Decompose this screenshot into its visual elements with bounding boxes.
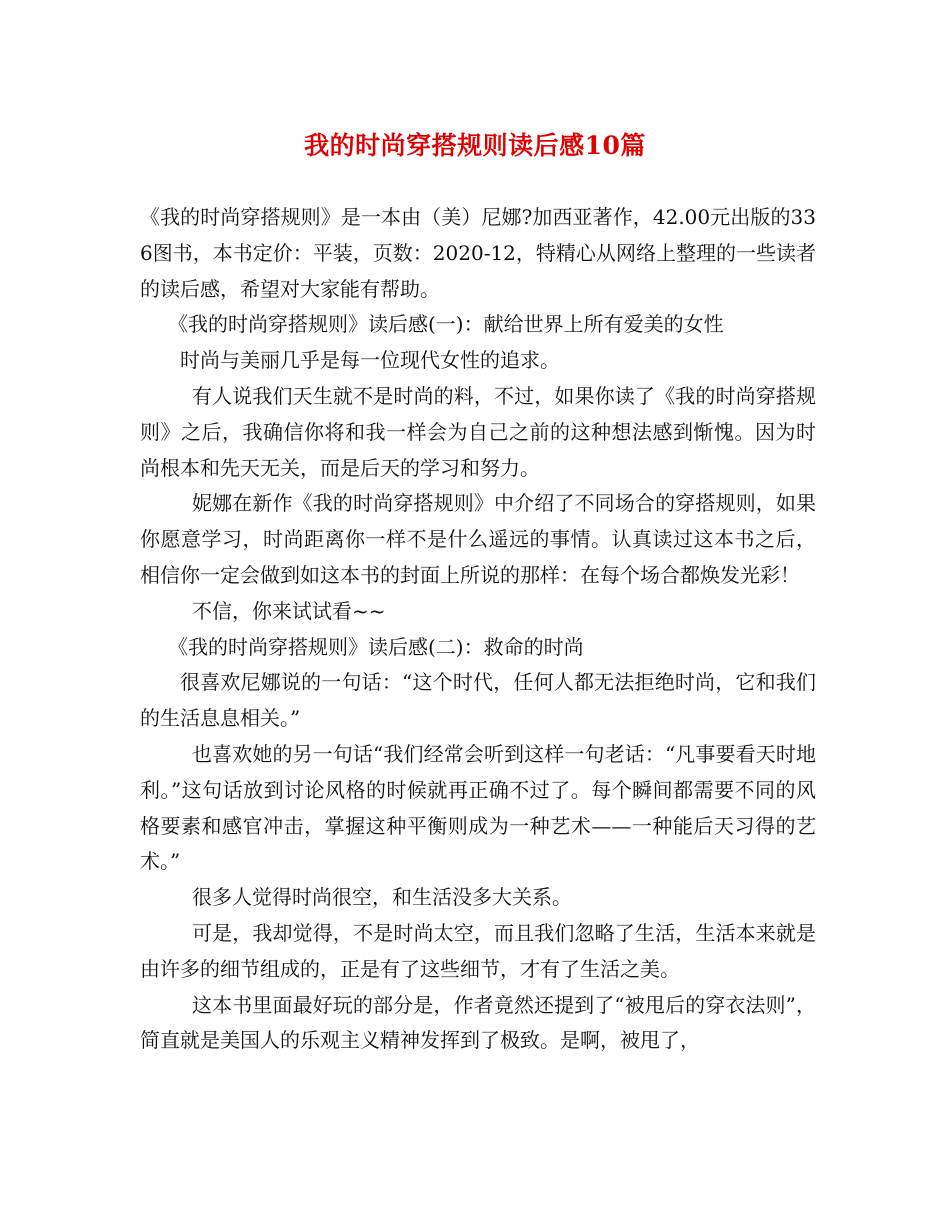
paragraph: 很多人觉得时尚很空，和生活没多大关系。 [192,885,572,910]
document-body [140,200,816,1059]
paragraph: 可是，我却觉得，不是时尚太空，而且我们忽略了生活，生活本来就是由许多的细节组成的，正是有了这些细节，才有了生活之美。 [140,920,816,981]
paragraph: 很喜欢尼娜说的一句话：“这个时代，任何人都无法拒绝时尚，它和我们的生活息息相关。” [140,670,816,731]
paragraph: 这本书里面最好玩的部分是，作者竟然还提到了“被甩后的穿衣法则”，简直就是美国人的乐观主义精神发挥到了极致。是啊，被甩了， [140,992,816,1053]
section-heading-1: 《我的时尚穿搭规则》读后感(一)：献给世界上所有爱美的女性 [168,312,724,337]
paragraph: 也喜欢她的另一句话“我们经常会听到这样一句老话：“凡事要看天时地利。”这句话放到讨论风格的时候就再正确不过了。每个瞬间都需要不同的风格要素和感官冲击，掌握这种平衡则成为一种艺术——一种能后天习得的艺术。” [140,741,816,874]
document-title: 我的时尚穿搭规则读后感10篇 [304,131,646,160]
section-heading-2: 《我的时尚穿搭规则》读后感(二)：救命的时尚 [168,634,584,659]
paragraph: 妮娜在新作《我的时尚穿搭规则》中介绍了不同场合的穿搭规则，如果你愿意学习，时尚距离你一样不是什么遥远的事情。认真读过这本书之后，相信你一定会做到如这本书的封面上所说的那样：在每个场合都焕发光彩！ [140,491,816,587]
paragraph: 有人说我们天生就不是时尚的料，不过，如果你读了《我的时尚穿搭规则》之后，我确信你将和我一样会为自己之前的这种想法感到惭愧。因为时尚根本和先天无关，而是后天的学习和努力。 [140,383,816,480]
paragraph: 时尚与美丽几乎是每一位现代女性的追求。 [180,348,560,373]
paragraph: 不信，你来试试看~~ [192,598,386,623]
paragraph-intro: 《我的时尚穿搭规则》是一本由（美）尼娜?加西亚著作，42.00元出版的336图书，本书定价：平装，页数：2020-12，特精心从网络上整理的一些读者的读后感，希望对大家能有帮助。 [140,205,816,301]
